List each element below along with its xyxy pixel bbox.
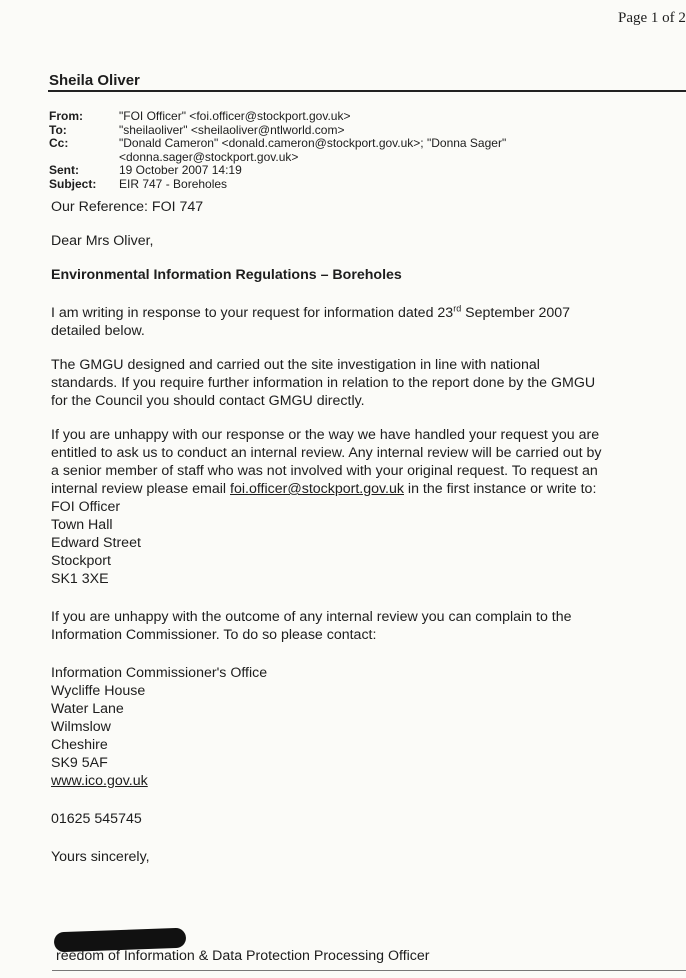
signature-title: reedom of Information & Data Protection Processing Officer — [56, 948, 430, 964]
from-label: From: — [49, 109, 83, 123]
sent-row — [49, 164, 599, 178]
to-row — [49, 124, 599, 138]
sender-name: Sheila Oliver — [49, 72, 140, 89]
paragraph-4-line-1: If you are unhappy with the outcome of any internal review you can complain to the — [51, 609, 572, 625]
phone-number: 01625 545745 — [51, 811, 142, 827]
to-value: "sheilaoliver" <sheilaoliver@ntlworld.com> — [119, 122, 345, 137]
ico-website-link[interactable]: www.ico.gov.uk — [51, 773, 148, 789]
bottom-rule — [52, 970, 686, 971]
subject-value: EIR 747 - Boreholes — [119, 176, 228, 191]
email-header — [49, 110, 599, 191]
address-2-line-5: Cheshire — [51, 737, 108, 753]
sent-label: Sent: — [49, 163, 79, 177]
paragraph-2-line-3: for the Council you should contact GMGU directly. — [51, 393, 365, 409]
paragraph-3-line-3: a senior member of staff who was not involved with your original request. To request an — [51, 463, 598, 479]
header-rule — [48, 90, 686, 92]
address-2-line-3: Water Lane — [51, 701, 124, 717]
address-1-line-4: Stockport — [51, 553, 111, 569]
closing: Yours sincerely, — [51, 849, 150, 865]
cc-row-continued — [49, 151, 599, 165]
cc-value-1: "Donald Cameron" <donald.cameron@stockport.gov.uk>; "Donna Sager" — [119, 136, 507, 150]
paragraph-1-line-1: I am writing in response to your request for information dated 23rd September 2007 — [51, 303, 571, 321]
page-number: Page 1 of 2 — [618, 10, 686, 26]
paragraph-2-line-1: The GMGU designed and carried out the site investigation in line with national — [51, 357, 540, 373]
letter-heading: Environmental Information Regulations – Boreholes — [51, 267, 402, 283]
from-value: "FOI Officer" <foi.officer@stockport.gov.uk> — [119, 109, 351, 123]
address-1-line-1: FOI Officer — [51, 499, 121, 515]
address-2-line-6: SK9 5AF — [51, 755, 108, 771]
cc-label: Cc: — [49, 136, 69, 150]
subject-row — [49, 178, 599, 192]
paragraph-1-line-2: detailed below. — [51, 323, 145, 339]
address-1-line-3: Edward Street — [51, 535, 141, 551]
cc-value-2: <donna.sager@stockport.gov.uk> — [119, 149, 299, 164]
address-1-line-5: SK1 3XE — [51, 571, 109, 587]
subject-label: Subject: — [49, 176, 97, 191]
paragraph-3-line-4: internal review please email foi.officer@stockport.gov.uk in the first instance or write to: — [51, 481, 597, 497]
foi-email-link[interactable]: foi.officer@stockport.gov.uk — [230, 481, 404, 497]
address-2-line-4: Wilmslow — [51, 719, 111, 735]
letter-body — [51, 198, 681, 866]
paragraph-3-line-2: entitled to ask us to conduct an internal review. Any internal review will be carried out by — [51, 445, 602, 461]
to-label: To: — [49, 122, 67, 137]
from-row — [49, 110, 599, 124]
address-1-line-2: Town Hall — [51, 517, 113, 533]
greeting: Dear Mrs Oliver, — [51, 233, 154, 249]
address-2-line-2: Wycliffe House — [51, 683, 146, 699]
cc-row — [49, 137, 599, 151]
address-2-line-1: Information Commissioner's Office — [51, 665, 268, 681]
reference-line: Our Reference: FOI 747 — [51, 199, 204, 215]
paragraph-4-line-2: Information Commissioner. To do so please contact: — [51, 627, 377, 643]
paragraph-2-line-2: standards. If you require further information in relation to the report done by the GMGU — [51, 375, 596, 391]
paragraph-3-line-1: If you are unhappy with our response or the way we have handled your request you are — [51, 427, 600, 443]
sent-value: 19 October 2007 14:19 — [119, 163, 242, 177]
